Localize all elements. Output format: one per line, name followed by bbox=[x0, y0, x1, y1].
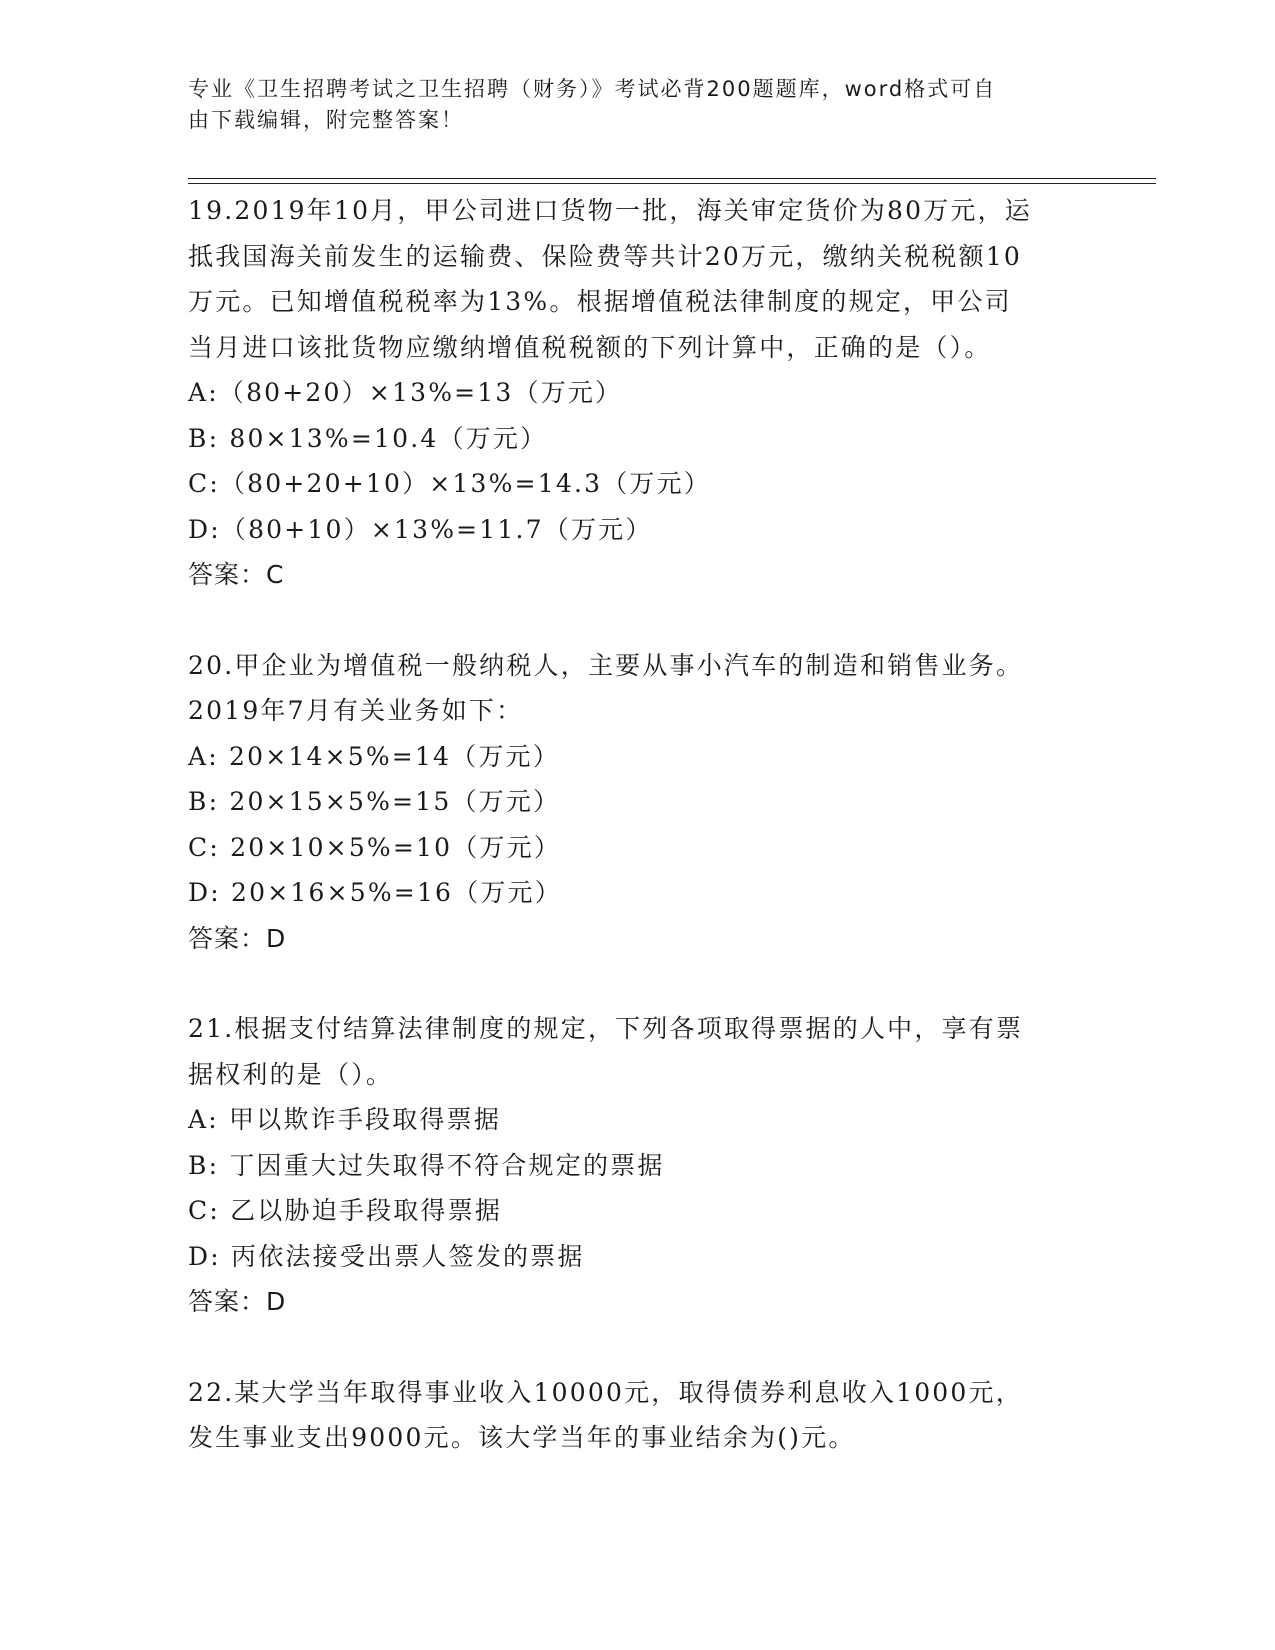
option-a: A: 20×14×5%=14（万元） bbox=[188, 741, 560, 771]
option-d: D:（80+10）×13%=11.7（万元） bbox=[188, 514, 653, 544]
answer-line: 答案：C bbox=[188, 560, 285, 589]
option-b: B: 80×13%=10.4（万元） bbox=[188, 423, 548, 453]
header-line-2: 由下载编辑，附完整答案！ bbox=[188, 108, 464, 132]
question-text-line: 万元。已知增值税税率为13%。根据增值税法律制度的规定，甲公司 bbox=[188, 287, 1012, 316]
question-text-line: 2019年7月有关业务如下： bbox=[188, 696, 524, 725]
question-text-line: 21.根据支付结算法律制度的规定，下列各项取得票据的人中，享有票 bbox=[188, 1014, 1024, 1043]
question-text-line: 发生事业支出9000元。该大学当年的事业结余为()元。 bbox=[188, 1423, 856, 1452]
question-21 bbox=[188, 1006, 1088, 1325]
spacer bbox=[188, 598, 1088, 643]
spacer bbox=[188, 961, 1088, 1006]
answer-line: 答案：D bbox=[188, 923, 287, 953]
spacer bbox=[188, 1325, 1088, 1370]
question-text-line: 据权利的是（）。 bbox=[188, 1059, 394, 1089]
question-text-line: 22.某大学当年取得事业收入10000元，取得债券利息收入1000元， bbox=[188, 1377, 1023, 1407]
question-list bbox=[188, 188, 1088, 1461]
question-text-line: 当月进口该批货物应缴纳增值税税额的下列计算中，正确的是（）。 bbox=[188, 332, 992, 362]
option-a: A: 甲以欺诈手段取得票据 bbox=[188, 1105, 502, 1134]
question-text-line: 19.2019年10月，甲公司进口货物一批，海关审定货价为80万元，运 bbox=[188, 196, 1033, 225]
option-d: D: 丙依法接受出票人签发的票据 bbox=[188, 1241, 585, 1271]
question-text-line: 抵我国海关前发生的运输费、保险费等共计20万元，缴纳关税税额10 bbox=[188, 241, 1023, 271]
header-line-1: 专业《卫生招聘考试之卫生招聘（财务）》考试必背200题题库，word格式可自 bbox=[188, 77, 997, 101]
option-c: C: 20×10×5%=10（万元） bbox=[188, 832, 562, 862]
option-d: D: 20×16×5%=16（万元） bbox=[188, 878, 562, 907]
question-19 bbox=[188, 188, 1088, 598]
option-a: A:（80+20）×13%=13（万元） bbox=[188, 378, 623, 407]
header-divider-top bbox=[188, 178, 1156, 179]
question-22 bbox=[188, 1370, 1088, 1461]
option-c: C:（80+20+10）×13%=14.3（万元） bbox=[188, 469, 712, 498]
question-text-line: 20.甲企业为增值税一般纳税人，主要从事小汽车的制造和销售业务。 bbox=[188, 650, 1024, 680]
option-b: B: 丁因重大过失取得不符合规定的票据 bbox=[188, 1150, 665, 1180]
option-b: B: 20×15×5%=15（万元） bbox=[188, 787, 561, 816]
option-c: C: 乙以胁迫手段取得票据 bbox=[188, 1196, 503, 1225]
header-divider-bottom bbox=[188, 183, 1156, 184]
document-header bbox=[188, 74, 1088, 136]
question-20 bbox=[188, 643, 1088, 962]
answer-line: 答案：D bbox=[188, 1287, 287, 1316]
